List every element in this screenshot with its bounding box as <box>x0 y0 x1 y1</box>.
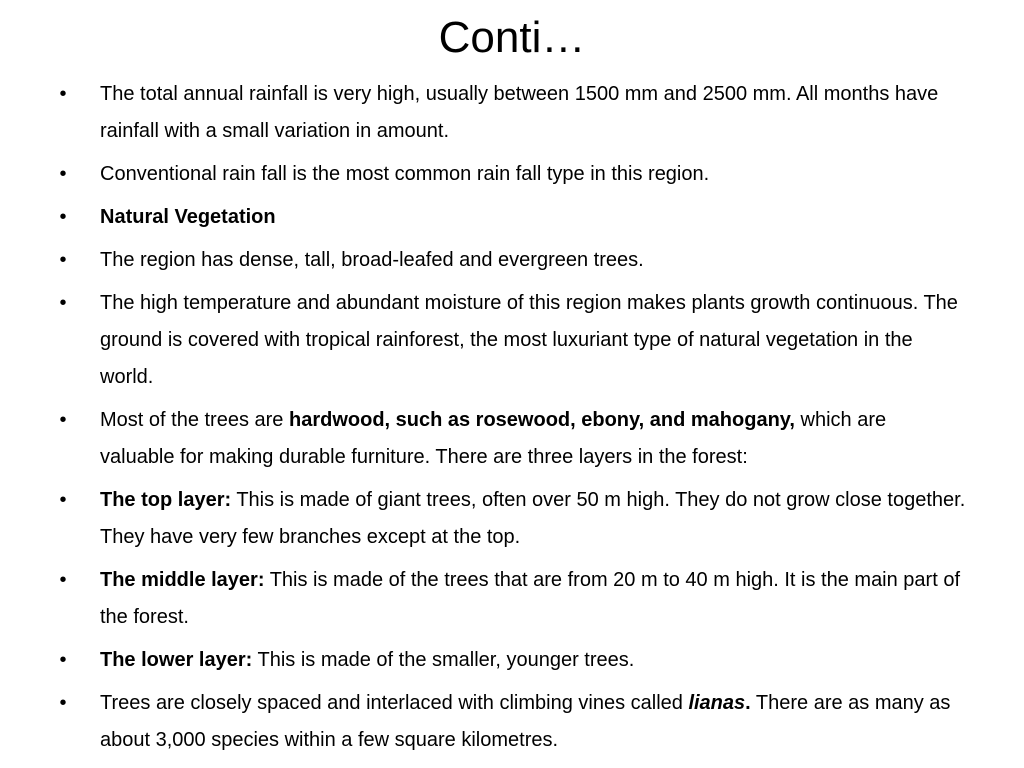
bullet-item <box>56 199 966 236</box>
bullet-icon: • <box>59 692 67 714</box>
bullet-icon: • <box>59 569 67 591</box>
bullet-text-post: There are as many as about 3,000 species within a few square kilometres. <box>100 692 951 751</box>
bullet-item <box>56 685 966 759</box>
bullet-text-post: This is made of the smaller, younger trees. <box>252 649 635 671</box>
layer-label-top: The top layer: <box>100 489 232 511</box>
layer-label-lower: The lower layer: <box>100 649 253 671</box>
bullet-text-pre: Trees are closely spaced and interlaced with climbing vines called <box>100 692 689 714</box>
bullet-icon: • <box>59 249 67 271</box>
bullet-text-pre: Most of the trees are <box>100 409 289 431</box>
bullet-text-bold: . <box>745 692 751 714</box>
bullet-text: The region has dense, tall, broad-leafed and evergreen trees. <box>100 249 644 271</box>
bullet-item <box>56 156 966 193</box>
bullet-text-post: which are valuable for making durable furniture. There are three layers in the forest: <box>100 409 887 468</box>
layer-label-middle: The middle layer: <box>100 569 265 591</box>
bullet-item <box>56 482 966 556</box>
bullet-icon: • <box>59 489 67 511</box>
slide-title: Conti… <box>438 13 586 62</box>
bullet-text-bold: hardwood, such as rosewood, ebony, and mahogany, <box>288 409 795 431</box>
bullet-text: Conventional rain fall is the most common rain fall type in this region. <box>100 163 710 185</box>
lianas-term: lianas <box>688 692 746 714</box>
bullet-text: The high temperature and abundant moisture of this region makes plants growth continuous. The ground is covered with tropical rainforest, the most luxuriant type of natural vegetation in the world. <box>100 292 958 388</box>
bullet-icon: • <box>59 83 67 105</box>
bullet-text-post: This is made of giant trees, often over 50 m high. They do not grow close together. They have very few branches except at the top. <box>100 489 966 548</box>
bullet-icon: • <box>59 409 67 431</box>
bullet-item <box>56 642 966 679</box>
bullet-item <box>56 285 966 396</box>
bullet-item <box>56 242 966 279</box>
bullet-icon: • <box>59 163 67 185</box>
bullet-icon: • <box>59 206 67 228</box>
bullet-item <box>56 562 966 636</box>
bullet-icon: • <box>59 649 67 671</box>
section-heading: Natural Vegetation <box>100 206 276 228</box>
bullet-item <box>56 76 966 150</box>
bullet-text: The total annual rainfall is very high, usually between 1500 mm and 2500 mm. All months have rainfall with a small variation in amount. <box>100 83 939 142</box>
bullet-item <box>56 402 966 476</box>
bullet-icon: • <box>59 292 67 314</box>
bullet-list <box>56 76 966 765</box>
bullet-text-post: This is made of the trees that are from 20 m to 40 m high. It is the main part of the forest. <box>100 569 961 628</box>
